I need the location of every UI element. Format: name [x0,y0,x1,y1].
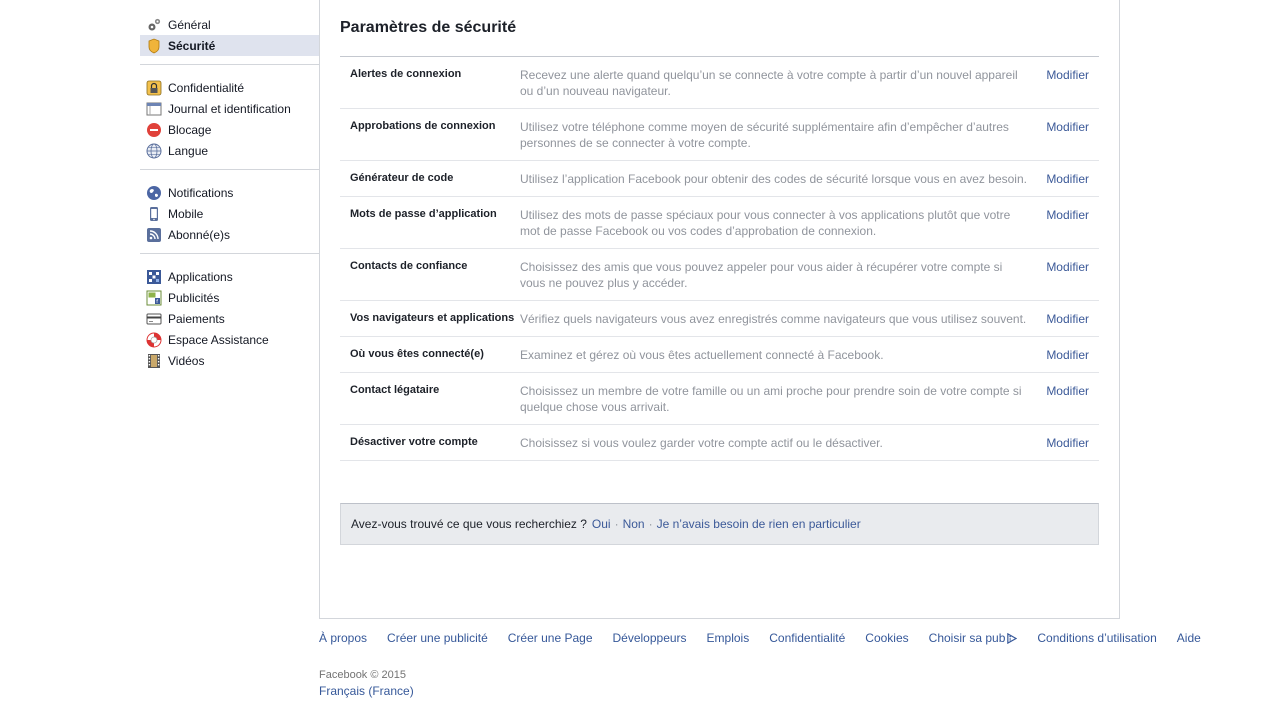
globe-notifications-icon [146,185,162,201]
footer-link-label: Aide [1176,631,1201,645]
settings-row-description: Choisissez un membre de votre famille ou un ami proche pour prendre soin de votre compte si quelque chose vous arrivait. [520,384,1022,414]
footer-link[interactable] [769,631,845,647]
settings-row[interactable] [340,197,1099,249]
edit-link[interactable]: Modifier [1046,68,1089,82]
footer-link[interactable] [613,631,687,647]
sidebar-item-ads[interactable] [140,287,319,308]
footer-link-label: Créer une publicité [387,631,488,645]
edit-link[interactable]: Modifier [1046,208,1089,222]
edit-link[interactable]: Modifier [1046,348,1089,362]
footer-link-label: Emplois [706,631,750,645]
footer-link-label: Conditions d’utilisation [1037,631,1157,645]
sidebar-item-label: Langue [168,143,209,158]
settings-row-label: Générateur de code [350,172,454,184]
sidebar-item-label: Paiements [168,311,225,326]
footer-link[interactable] [707,631,750,647]
settings-row-description: Vérifiez quels navigateurs vous avez enregistrés comme navigateurs que vous utilisez souvent. [520,312,1027,326]
sidebar-item-globe[interactable] [140,140,319,161]
sidebar-item-label: Espace Assistance [168,332,269,347]
edit-link[interactable]: Modifier [1046,172,1089,186]
sidebar-item-label: Sécurité [168,38,216,53]
footer-link-label: Choisir sa pub [928,631,1006,645]
security-badge-icon [146,38,162,54]
settings-row[interactable] [340,161,1099,197]
settings-row-description: Recevez une alerte quand quelqu’un se connecte à votre compte à partir d’un nouvel appareil ou d’un nouveau navigateur. [520,68,1018,98]
footer-link-label: Cookies [865,631,909,645]
footer-link-label: Confidentialité [769,631,846,645]
sidebar-group [140,77,319,170]
edit-link[interactable]: Modifier [1046,384,1089,398]
sidebar-item-label: Mobile [168,206,204,221]
gears-icon [146,17,162,33]
sidebar-item-apps[interactable] [140,266,319,287]
settings-row-label: Contacts de confiance [350,260,468,272]
sidebar-item-timeline[interactable] [140,98,319,119]
language-link[interactable]: Français (France) [319,684,414,698]
sidebar-item-label: Blocage [168,122,212,137]
settings-row[interactable] [340,373,1099,425]
settings-row[interactable] [340,109,1099,161]
edit-link[interactable]: Modifier [1046,260,1089,274]
sidebar-group [140,266,319,379]
sidebar-item-mobile[interactable] [140,203,319,224]
film-icon [146,353,162,369]
settings-row-description: Utilisez votre téléphone comme moyen de sécurité supplémentaire afin d’empêcher d’autres personnes de se connecter à votre compte. [520,120,1009,150]
settings-row-description: Examinez et gérez où vous êtes actuellement connecté à Facebook. [520,348,884,362]
footer-link[interactable] [865,631,908,647]
settings-row-description: Choisissez si vous voulez garder votre compte actif ou le désactiver. [520,436,883,450]
block-icon [146,122,162,138]
sidebar-item-credit-card[interactable] [140,308,319,329]
settings-row[interactable] [340,57,1099,109]
sidebar-item-label: Notifications [168,185,234,200]
sidebar-group [140,14,319,65]
svg-text:f: f [156,298,158,305]
settings-row[interactable] [340,249,1099,301]
sidebar-item-security-badge[interactable] [140,35,319,56]
footer-link-label: À propos [319,631,368,645]
settings-row-description: Choisissez des amis que vous pouvez appeler pour vous aider à récupérer votre compte si vous ne pouvez plus y accéder. [520,260,1003,290]
edit-link[interactable]: Modifier [1046,120,1089,134]
feedback-nothing-link[interactable]: Je n’avais besoin de rien en particulier [656,517,861,531]
padlock-icon [146,80,162,96]
ads-icon [146,290,162,306]
footer-link[interactable] [1037,631,1156,647]
sidebar-item-label: Abonné(e)s [168,227,231,242]
footer-links [319,631,1221,647]
apps-icon [146,269,162,285]
settings-row-label: Où vous êtes connecté(e) [350,348,484,360]
footer-link-label: Créer une Page [507,631,593,645]
separator: · [648,517,653,531]
sidebar-item-label: Vidéos [168,353,205,368]
settings-row[interactable] [340,337,1099,373]
separator: · [614,517,619,531]
sidebar-item-label: Confidentialité [168,80,245,95]
settings-row-label: Contact légataire [350,384,440,396]
sidebar-item-padlock[interactable] [140,77,319,98]
timeline-icon [146,101,162,117]
credit-card-icon [146,311,162,327]
settings-row-label: Alertes de connexion [350,68,462,80]
settings-row-label: Approbations de connexion [350,120,496,132]
mobile-icon [146,206,162,222]
feedback-no-link[interactable]: Non [622,517,645,531]
globe-icon [146,143,162,159]
settings-row[interactable] [340,301,1099,337]
footer-link[interactable] [929,631,1018,647]
edit-link[interactable]: Modifier [1046,312,1089,326]
feedback-yes-link[interactable]: Oui [591,517,611,531]
sidebar-item-label: Applications [168,269,233,284]
page-title: Paramètres de sécurité [340,19,517,36]
sidebar-item-block[interactable] [140,119,319,140]
sidebar-item-lifebuoy[interactable] [140,329,319,350]
footer-link[interactable] [1177,631,1201,647]
feedback-question: Avez-vous trouvé ce que vous recherchiez ? [351,517,587,531]
sidebar-item-film[interactable] [140,350,319,371]
edit-link[interactable]: Modifier [1046,436,1089,450]
settings-row-label: Vos navigateurs et applications [350,312,515,324]
footer-link[interactable] [319,631,367,647]
sidebar-item-gears[interactable] [140,14,319,35]
footer-link[interactable] [387,631,488,647]
sidebar-group [140,182,319,254]
settings-sidebar [140,14,319,391]
adchoices-icon [1006,633,1017,647]
settings-row-label: Mots de passe d’application [350,208,497,220]
feedback-bar [340,503,1099,545]
sidebar-item-label: Journal et identification [168,101,291,116]
rss-icon [146,227,162,243]
sidebar-item-globe-notifications[interactable] [140,182,319,203]
settings-panel [319,0,1120,619]
footer-link[interactable] [508,631,593,647]
settings-row[interactable] [340,425,1099,461]
lifebuoy-icon [146,332,162,348]
footer-link-label: Développeurs [612,631,687,645]
settings-row-label: Désactiver votre compte [350,436,478,448]
settings-row-description: Utilisez l’application Facebook pour obtenir des codes de sécurité lorsque vous en avez besoin. [520,172,1027,186]
settings-row-description: Utilisez des mots de passe spéciaux pour vous connecter à vos applications plutôt que votre mot de passe Facebook ou vos codes d’approbation de connexion. [520,208,1011,238]
sidebar-item-rss[interactable] [140,224,319,245]
copyright: Facebook © 2015 [319,669,406,681]
sidebar-item-label: Publicités [168,290,220,305]
sidebar-item-label: Général [168,17,211,32]
security-settings-table [340,56,1099,461]
